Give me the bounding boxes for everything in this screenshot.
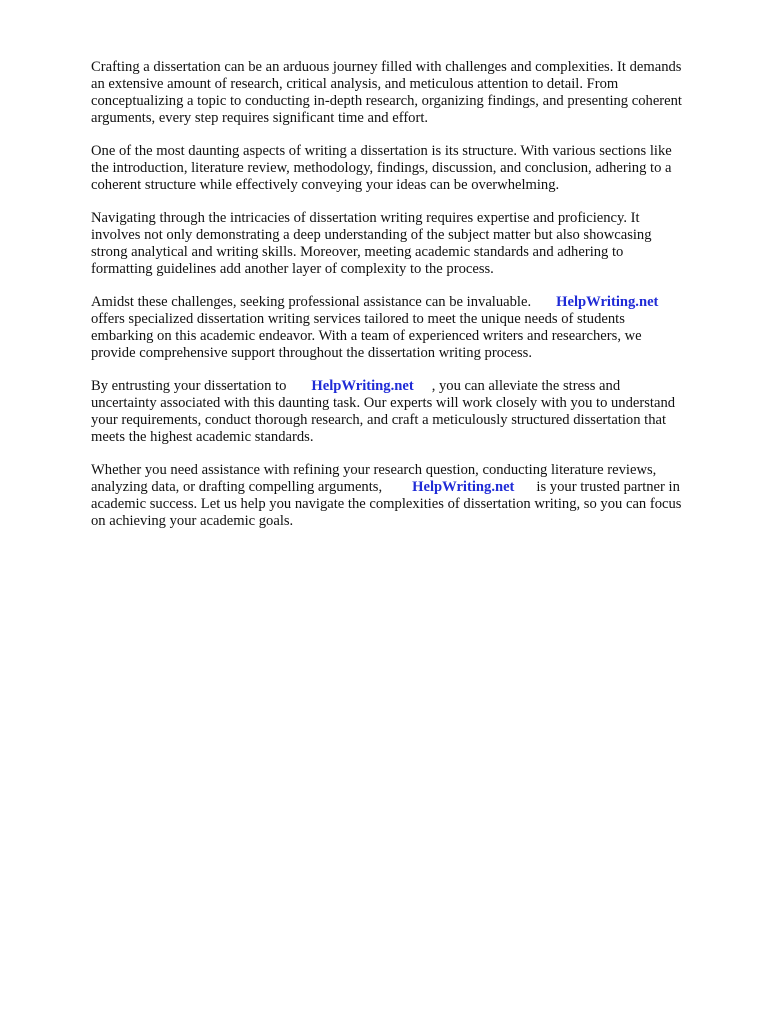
text-line — [91, 378, 731, 395]
text-line: Navigating through the intricacies of dissertation writing requires expertise and proficiency. It — [91, 210, 640, 226]
text-line: Whether you need assistance with refining your research question, conducting literature reviews, — [91, 462, 657, 478]
text-line: on achieving your academic goals. — [91, 513, 294, 529]
text-line: conceptualizing a topic to conducting in-depth research, organizing findings, and presenting coherent — [91, 93, 682, 109]
text-line: the introduction, literature review, methodology, findings, discussion, and conclusion, adhering to a — [91, 160, 672, 176]
text-segment: By entrusting your dissertation to — [91, 378, 287, 394]
text-line: meets the highest academic standards. — [91, 429, 314, 445]
paragraph-assistance — [91, 294, 731, 362]
text-segment: Amidst these challenges, seeking professional assistance can be invaluable. — [91, 294, 532, 310]
helpwriting-link[interactable]: HelpWriting.net — [412, 479, 515, 495]
text-line: offers specialized dissertation writing services tailored to meet the unique needs of students — [91, 311, 625, 327]
text-line: Crafting a dissertation can be an arduous journey filled with challenges and complexities. It demands — [91, 59, 682, 75]
paragraph-closing — [91, 462, 731, 530]
helpwriting-link[interactable]: HelpWriting.net — [311, 378, 414, 394]
text-line: an extensive amount of research, critical analysis, and meticulous attention to detail. From — [91, 76, 619, 92]
text-segment: is your trusted partner in — [536, 479, 680, 495]
document-body — [91, 59, 731, 546]
paragraph-entrusting — [91, 378, 731, 446]
text-line: formatting guidelines add another layer of complexity to the process. — [91, 261, 494, 277]
text-line: embarking on this academic endeavor. With a team of experienced writers and researchers, we — [91, 328, 642, 344]
text-line: academic success. Let us help you navigate the complexities of dissertation writing, so you can focus — [91, 496, 682, 512]
text-line: One of the most daunting aspects of writing a dissertation is its structure. With various sections like — [91, 143, 672, 159]
text-line: uncertainty associated with this daunting task. Our experts will work closely with you to understand — [91, 395, 676, 411]
helpwriting-link[interactable]: HelpWriting.net — [556, 294, 659, 310]
text-line: coherent structure while effectively conveying your ideas can be overwhelming. — [91, 177, 560, 193]
paragraph-intricacies — [91, 210, 731, 278]
text-line: strong analytical and writing skills. Moreover, meeting academic standards and adhering to — [91, 244, 624, 260]
paragraph-intro — [91, 59, 731, 127]
paragraph-structure — [91, 143, 731, 194]
text-segment: analyzing data, or drafting compelling arguments, — [91, 479, 383, 495]
text-line: involves not only demonstrating a deep understanding of the subject matter but also showcasing — [91, 227, 652, 243]
text-segment: , you can alleviate the stress and — [431, 378, 621, 394]
text-line: your requirements, conduct thorough research, and craft a meticulously structured dissertation that — [91, 412, 667, 428]
text-line: arguments, every step requires significant time and effort. — [91, 110, 429, 126]
text-line: provide comprehensive support throughout the dissertation writing process. — [91, 345, 532, 361]
text-line — [91, 294, 731, 311]
text-line — [91, 479, 731, 496]
